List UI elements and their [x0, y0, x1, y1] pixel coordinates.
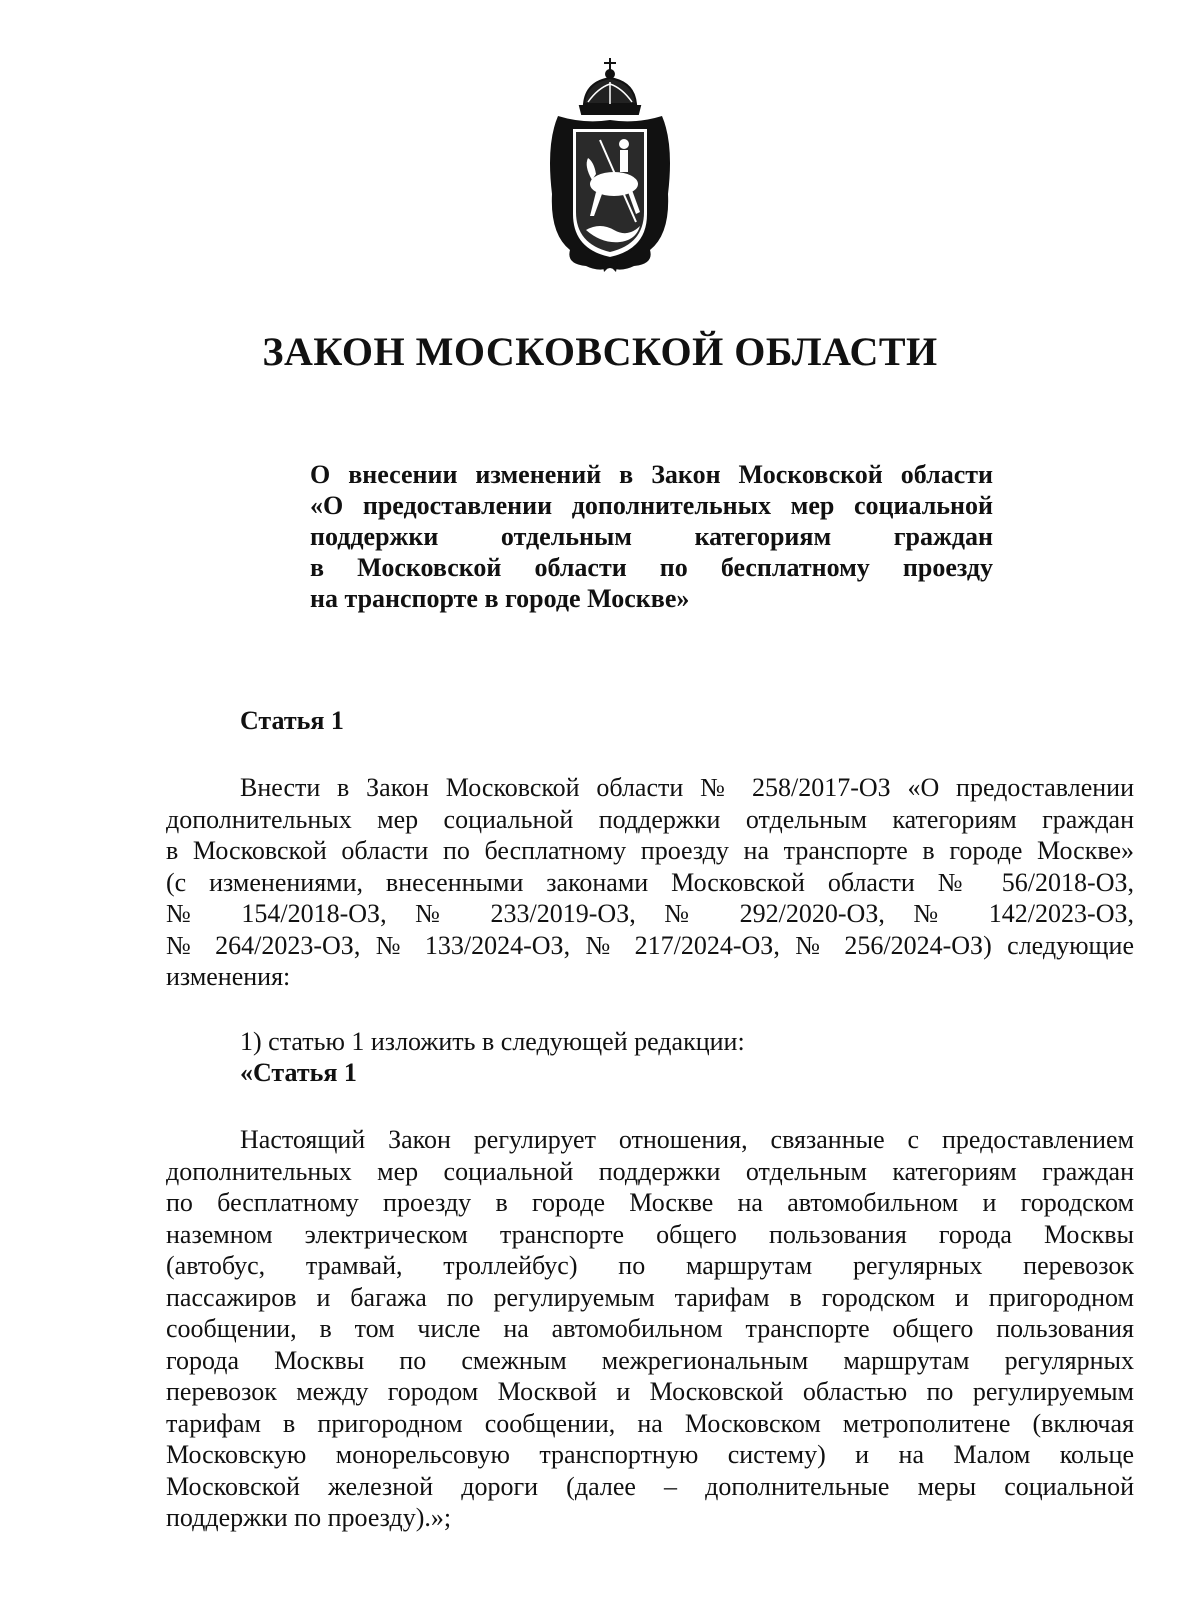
coat-of-arms-icon — [536, 54, 684, 276]
subtitle-line: поддержки отдельным категориям граждан — [310, 522, 993, 551]
amended-article-heading: «Статья 1 — [240, 1058, 357, 1087]
paragraph-line: города Москвы по смежным межрегиональным маршрутам регулярных — [166, 1345, 1134, 1375]
document-title: ЗАКОН МОСКОВСКОЙ ОБЛАСТИ — [262, 329, 938, 374]
article-heading: Статья 1 — [240, 706, 344, 735]
law-subtitle — [310, 459, 993, 614]
paragraph-line: дополнительных мер социальной поддержки отдельным категориям граждан — [166, 1156, 1134, 1186]
amendment-item: 1) статью 1 изложить в следующей редакции: — [240, 1027, 745, 1056]
paragraph-line: наземном электрическом транспорте общего пользования города Москвы — [166, 1219, 1134, 1249]
paragraph-line: пассажиров и багажа по регулируемым тарифам в городском и пригородном — [166, 1282, 1134, 1312]
subtitle-line: О внесении изменений в Закон Московской области — [310, 460, 993, 489]
paragraph-line: в Московской области по бесплатному проезду на транспорте в городе Москве» — [166, 836, 1134, 865]
paragraph-line: сообщении, в том числе на автомобильном транспорте общего пользования — [166, 1314, 1134, 1343]
paragraph-line: поддержки по проезду).»; — [166, 1503, 452, 1532]
article-paragraph — [166, 772, 1134, 993]
paragraph-line: Внести в Закон Московской области № 258/2017-ОЗ «О предоставлении — [240, 773, 1134, 802]
paragraph-line: изменения: — [166, 962, 291, 991]
paragraph-line: (автобус, трамвай, троллейбус) по маршрутам регулярных перевозок — [166, 1251, 1134, 1280]
paragraph-line: Московской железной дороги (далее – дополнительные меры социальной — [166, 1471, 1134, 1501]
paragraph-line: Настоящий Закон регулирует отношения, связанные с предоставлением — [240, 1125, 1134, 1154]
paragraph-line: дополнительных мер социальной поддержки отдельным категориям граждан — [166, 804, 1134, 834]
paragraph-line: № 264/2023-ОЗ, № 133/2024-ОЗ, № 217/2024-ОЗ, № 256/2024-ОЗ) следующие — [166, 930, 1134, 960]
paragraph-line: по бесплатному проезду в городе Москве на автомобильном и городском — [166, 1188, 1134, 1217]
paragraph-line: № 154/2018-ОЗ, № 233/2019-ОЗ, № 292/2020-ОЗ, № 142/2023-ОЗ, — [166, 899, 1134, 928]
subtitle-line: «О предоставлении дополнительных мер социальной — [310, 491, 993, 520]
subtitle-line: на транспорте в городе Москве» — [310, 584, 690, 613]
paragraph-line: тарифам в пригородном сообщении, на Московском метрополитене (включая — [166, 1408, 1134, 1438]
paragraph-line: перевозок между городом Москвой и Московской областью по регулируемым — [166, 1377, 1134, 1406]
amended-article-paragraph — [166, 1124, 1134, 1534]
paragraph-line: Московскую монорельсовую транспортную систему) и на Малом кольце — [166, 1440, 1134, 1469]
subtitle-line: в Московской области по бесплатному проезду — [310, 553, 993, 582]
paragraph-line: (с изменениями, внесенными законами Московской области № 56/2018-ОЗ, — [166, 867, 1134, 897]
